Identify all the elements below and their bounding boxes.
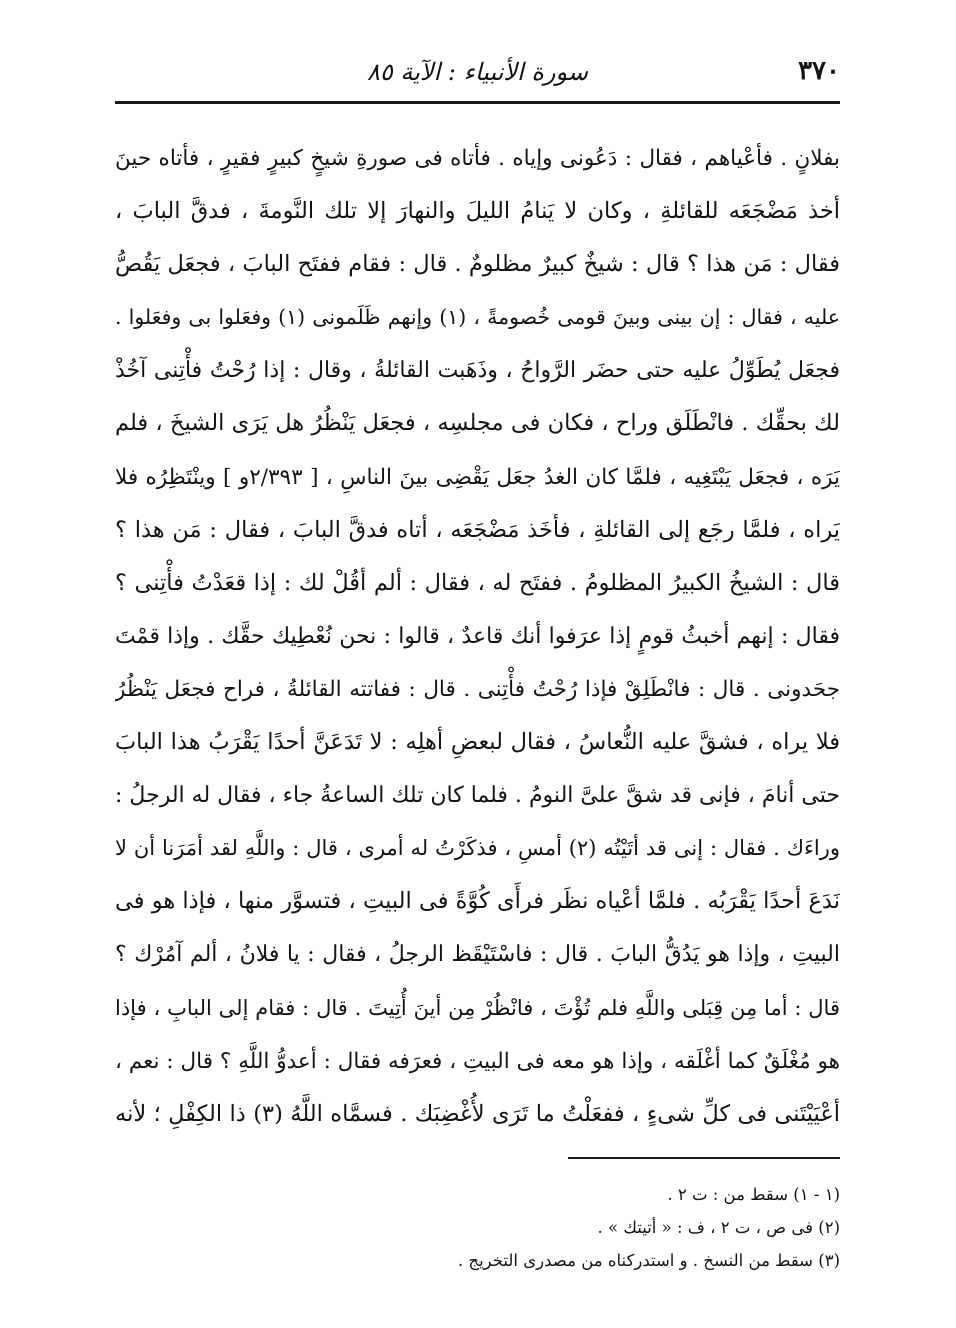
text-line: عليه ، فقال : إن بينى وبينَ قومى خُصومةً ، (١) وإنهم ظَلَمونى (١) وفعَلوا بى وفعَلوا . bbox=[115, 305, 840, 330]
body-text bbox=[115, 132, 840, 1141]
text-line: قال : الشيخُ الكبيرُ المظلومُ . ففتَح له ، فقال : ألم أقُلْ لك : إذا قعَدْتُ فأْتِنى ؟ bbox=[115, 569, 840, 596]
text-line: فقال : مَن هذا ؟ قال : شيخٌ كبيرٌ مظلومٌ . قال : فقام ففتَح البابَ ، فجعَل يَقُصُّ bbox=[115, 251, 840, 278]
text-line: حتى أنامَ ، فإنى قد شقَّ علىَّ النومُ . فلما كان تلك الساعةُ جاء ، فقال له الرجلُ : bbox=[115, 783, 840, 809]
text-line: لك بحقِّك . فانْطَلَق وراح ، فكان فى مجلسِه ، فجعَل يَنْظُرُ هل يَرَى الشيخَ ، فلم bbox=[115, 410, 840, 437]
text-line: وراءَك . فقال : إنى قد أتَيْتُه (٢) أمسِ ، فذكَرْتُ له أمرى ، قال : واللَّهِ لقد أمَرَنا أن لا bbox=[115, 836, 840, 861]
text-line: قال : أما مِن قِبَلى واللَّهِ فلم تُؤْتَ ، فانْظُرْ مِن أينَ أُتِيتَ . قال : فقام إلى البابِ ، فإذا bbox=[115, 995, 840, 1020]
text-line: فجعَل يُطَوِّلُ عليه حتى حضَر الرَّواحُ ، وذَهَبت القائلةُ ، وقال : إذا رُحْتُ فأْتِنى آخُذْ bbox=[115, 358, 840, 384]
footnote: (٢) فى ص ، ت ٢ ، ف : « أتيتك » . bbox=[597, 1218, 840, 1237]
text-line: نَدَعَ أحدًا يَقْرَبُه . فلمَّا أعْياه نظَر فرأَى كُوَّةً فى البيتِ ، فتسوَّر منها ، فإذا هو فى bbox=[115, 888, 840, 915]
text-line: فلا يراه ، فشقَّ عليه النُّعاسُ ، فقال لبعضِ أهلِه : لا تَدَعَنَّ أحدًا يَقْرَبُ هذا البابَ bbox=[115, 729, 840, 756]
text-line: بفلانٍ . فأعْياهم ، فقال : دَعُونى وإياه . فأتاه فى صورةِ شيخٍ كبيرٍ فقيرٍ ، فأتاه حينَ bbox=[115, 146, 840, 171]
footnote-rule bbox=[568, 1157, 840, 1159]
footnotes bbox=[115, 1178, 840, 1277]
text-line: أخذ مَضْجَعَه للقائلةِ ، وكان لا يَنامُ الليلَ والنهارَ إلا تلك النَّومةَ ، فدقَّ البابَ ، bbox=[115, 198, 840, 225]
text-line: هو مُغْلَقٌ كما أغْلَقه ، وإذا هو معه فى البيتِ ، فعرَفه فقال : أعدوُّ اللَّهِ ؟ قال : نعم ، bbox=[115, 1048, 840, 1074]
footnote: (١ - ١) سقط من : ت ٢ . bbox=[667, 1185, 840, 1204]
text-line: فقال : إنهم أخبثُ قومٍ إذا عرَفوا أنك قاعدٌ ، قالوا : نحن نُعْطِيك حقَّك . وإذا قمْتَ bbox=[115, 623, 840, 649]
text-line: جحَدونى . قال : فانْطَلِقْ فإذا رُحْتُ فأْتِنى . قال : ففاتته القائلةُ ، فراح فجعَل يَنْظُرُ bbox=[115, 676, 840, 702]
text-line: أعْيَيْتَنى فى كلِّ شىءٍ ، ففعَلْتُ ما تَرَى لأُغْضِبَك . فسمَّاه اللَّهُ (٣) ذا الكِفْلِ ؛ لأنه bbox=[115, 1100, 840, 1127]
running-header bbox=[115, 52, 840, 96]
text-line: يَراه ، فلمَّا رجَع إلى القائلةِ ، فأخَذ مَضْجَعَه ، أتاه فدقَّ البابَ ، فقال : مَن هذا ؟ bbox=[115, 516, 840, 543]
header-rule bbox=[115, 101, 840, 104]
text-line: البيتِ ، وإذا هو يَدُقُّ البابَ . قال : فاسْتَيْقَظ الرجلُ ، فقال : يا فلانُ ، ألم آمُرْك ؟ bbox=[115, 942, 840, 968]
chapter-title: سورة الأنبياء : الآية ٨٥ bbox=[366, 58, 589, 86]
footnote: (٣) سقط من النسخ . و استدركناه من مصدرى التخريج . bbox=[457, 1251, 840, 1270]
text-line: يَرَه ، فجعَل يَبْتَغِيه ، فلمَّا كان الغدُ جعَل يَقْضِى بينَ الناسِ ، [ ٢/٣٩٣و ] وينْتَظِرُه فلا bbox=[115, 464, 840, 490]
page-number: ٣٧٠ bbox=[798, 56, 840, 86]
